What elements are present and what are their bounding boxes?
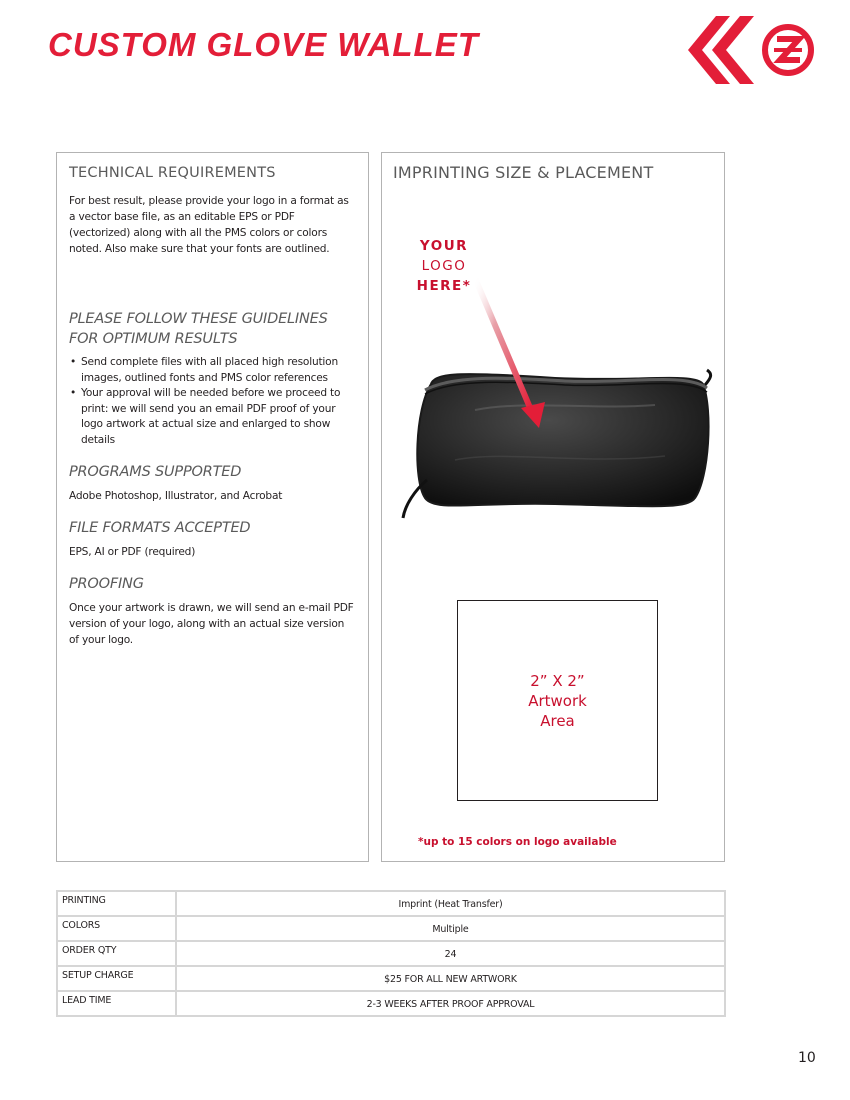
your-logo-here-label bbox=[404, 236, 484, 296]
formats-heading: FILE FORMATS ACCEPTED bbox=[69, 520, 251, 536]
formats-text: EPS, AI or PDF (required) bbox=[69, 546, 196, 558]
table-row bbox=[57, 916, 725, 941]
guidelines-heading: PLEASE FOLLOW THESE GUIDELINES FOR OPTIMUM RESULTS bbox=[69, 311, 328, 347]
programs-heading: PROGRAMS SUPPORTED bbox=[69, 464, 242, 480]
guidelines-list bbox=[69, 355, 356, 448]
technical-requirements-panel bbox=[56, 152, 369, 862]
spec-value: Imprint (Heat Transfer) bbox=[176, 891, 725, 916]
artwork-area-label: 2” X 2” Artwork Area bbox=[528, 671, 587, 730]
specs-table bbox=[56, 890, 726, 1017]
programs-section bbox=[69, 462, 356, 504]
spec-value: 24 bbox=[176, 941, 725, 966]
table-row bbox=[57, 966, 725, 991]
spec-label: LEAD TIME bbox=[57, 991, 176, 1016]
spec-label: ORDER QTY bbox=[57, 941, 176, 966]
list-item: • Send complete files with all placed high resolution images, outlined fonts and PMS color references bbox=[69, 355, 356, 386]
spec-label: SETUP CHARGE bbox=[57, 966, 176, 991]
spec-value: Multiple bbox=[176, 916, 725, 941]
technical-requirements-heading: TECHNICAL REQUIREMENTS bbox=[69, 165, 276, 181]
page-number: 10 bbox=[798, 1050, 816, 1066]
proofing-heading: PROOFING bbox=[69, 576, 144, 592]
colors-note: *up to 15 colors on logo available bbox=[418, 836, 617, 848]
programs-text: Adobe Photoshop, Illustrator, and Acrobat bbox=[69, 490, 283, 502]
here-label: HERE* bbox=[416, 278, 472, 294]
list-item: • Your approval will be needed before we proceed to print: we will send you an email PDF proof of your logo artwork at actual size and enlarged to show details bbox=[69, 386, 356, 448]
table-row bbox=[57, 941, 725, 966]
spec-value: $25 FOR ALL NEW ARTWORK bbox=[176, 966, 725, 991]
table-row bbox=[57, 991, 725, 1016]
proofing-text: Once your artwork is drawn, we will send an e-mail PDF version of your logo, along with an actual size version of your logo. bbox=[69, 602, 354, 646]
spec-label: COLORS bbox=[57, 916, 176, 941]
glove-wallet-image bbox=[395, 260, 725, 530]
technical-requirements-text: For best result, please provide your logo in a format as a vector base file, as an editable EPS or PDF (vectorized) along with all the PMS colors or colors noted. Also make sure that your fonts are outlined. bbox=[69, 195, 349, 255]
formats-section bbox=[69, 518, 356, 560]
spec-value: 2-3 WEEKS AFTER PROOF APPROVAL bbox=[176, 991, 725, 1016]
spec-label: PRINTING bbox=[57, 891, 176, 916]
your-label: YOUR bbox=[419, 238, 469, 254]
imprinting-heading: IMPRINTING SIZE & PLACEMENT bbox=[393, 163, 654, 182]
artwork-area-box bbox=[457, 600, 658, 801]
table-row bbox=[57, 891, 725, 916]
logo-label: LOGO bbox=[421, 258, 467, 274]
page-title: CUSTOM GLOVE WALLET bbox=[48, 26, 479, 63]
proofing-section bbox=[69, 574, 356, 648]
chevron-z-logo-icon bbox=[688, 14, 818, 86]
